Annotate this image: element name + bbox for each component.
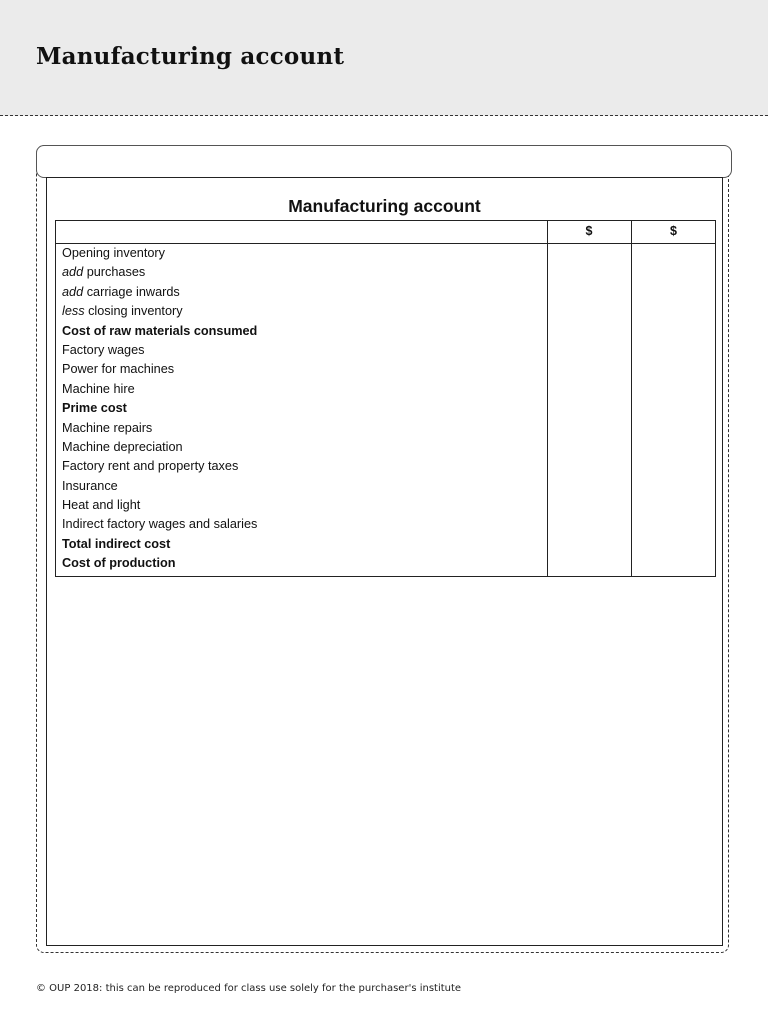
row-prefix: add — [62, 284, 84, 299]
account-row — [62, 263, 542, 282]
row-label: Machine hire — [62, 381, 135, 396]
row-label: Total indirect cost — [62, 536, 171, 551]
row-label: closing inventory — [84, 304, 183, 319]
row-label: Insurance — [62, 478, 118, 493]
account-row — [62, 535, 542, 554]
account-row — [62, 380, 542, 399]
account-row — [62, 457, 542, 476]
account-row — [62, 283, 542, 302]
column-divider — [631, 221, 632, 576]
row-label: carriage inwards — [83, 284, 180, 299]
frame-tab — [36, 145, 732, 178]
row-label: Prime cost — [62, 401, 127, 416]
row-label: Factory rent and property taxes — [62, 459, 239, 474]
column-header-total: $ — [670, 224, 677, 238]
account-row — [62, 322, 542, 341]
row-label: Heat and light — [62, 498, 141, 513]
row-label: Machine depreciation — [62, 439, 183, 454]
account-row — [62, 302, 542, 321]
account-row — [62, 360, 542, 379]
column-divider — [547, 221, 548, 576]
copyright-footer: © OUP 2018: this can be reproduced for class use solely for the purchaser's institute — [36, 983, 462, 994]
account-rows — [62, 244, 542, 574]
row-label: Cost of raw materials consumed — [62, 323, 258, 338]
account-row — [62, 477, 542, 496]
row-label: Cost of production — [62, 556, 176, 571]
account-row — [62, 399, 542, 418]
row-prefix: less — [62, 304, 85, 319]
account-row — [62, 341, 542, 360]
account-row — [62, 419, 542, 438]
row-label: Machine repairs — [62, 420, 153, 435]
column-header-amount: $ — [585, 224, 593, 238]
row-label: purchases — [83, 265, 146, 280]
header-band — [0, 0, 768, 116]
account-row — [62, 554, 542, 573]
account-table — [55, 220, 716, 577]
page-title: Manufacturing account — [36, 43, 345, 70]
row-label: Factory wages — [62, 342, 145, 357]
account-row — [62, 515, 542, 534]
account-row — [62, 496, 542, 515]
row-label: Power for machines — [62, 362, 175, 377]
worksheet-panel — [46, 177, 723, 946]
account-row — [62, 438, 542, 457]
row-prefix: add — [62, 265, 84, 280]
account-title: Manufacturing account — [288, 196, 481, 216]
account-row — [62, 244, 542, 263]
row-label: Opening inventory — [62, 246, 165, 260]
row-label: Indirect factory wages and salaries — [62, 517, 258, 532]
